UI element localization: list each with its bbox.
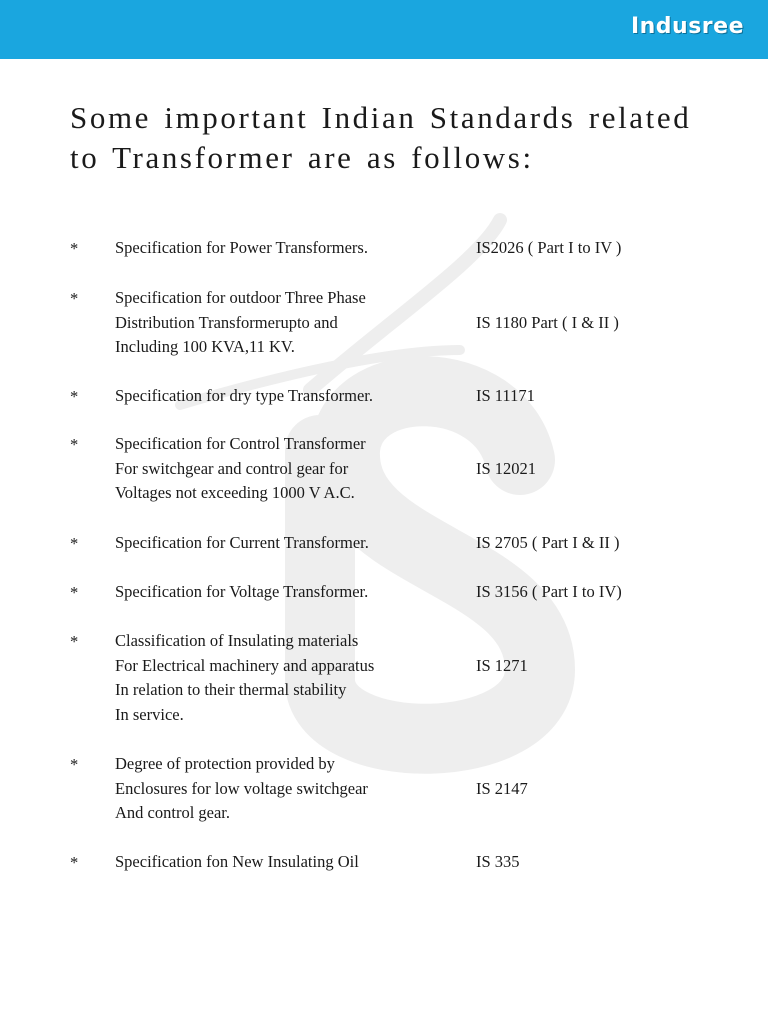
description-line: Specification for Power Transformers. bbox=[115, 238, 368, 257]
description-line: Enclosures for low voltage switchgear bbox=[115, 778, 368, 798]
standard-description bbox=[115, 850, 455, 875]
page-title: Some important Indian Standards related to Transformer are as follows: bbox=[70, 100, 692, 175]
description-line: And control gear. bbox=[115, 803, 231, 822]
description-line: Voltages not exceeding 1000 V A.C. bbox=[115, 483, 355, 502]
standard-description bbox=[115, 752, 455, 826]
standard-code: IS 1180 Part ( I & II ) bbox=[476, 312, 619, 332]
standard-code: IS 335 bbox=[476, 852, 520, 871]
standard-code: IS 3156 ( Part I to IV) bbox=[476, 582, 622, 601]
header-bar bbox=[0, 0, 768, 59]
standard-description bbox=[115, 236, 455, 261]
description-line: Specification for outdoor Three Phase bbox=[115, 288, 366, 307]
description-line: Specification for dry type Transformer. bbox=[115, 386, 373, 405]
description-line: Degree of protection provided by bbox=[115, 754, 335, 773]
bullet-marker: * bbox=[70, 435, 79, 454]
bullet-marker: * bbox=[70, 755, 79, 774]
standard-code: IS 11171 bbox=[476, 386, 535, 405]
bullet-marker: * bbox=[70, 583, 79, 602]
standard-code: IS 2147 bbox=[476, 778, 528, 798]
description-line: For switchgear and control gear for bbox=[115, 458, 349, 478]
description-line: Distribution Transformerupto and bbox=[115, 312, 338, 332]
standard-description bbox=[115, 384, 455, 409]
bullet-marker: * bbox=[70, 632, 79, 651]
standard-description bbox=[115, 629, 455, 727]
standard-description bbox=[115, 580, 455, 605]
bullet-marker: * bbox=[70, 289, 79, 308]
description-line: Including 100 KVA,11 KV. bbox=[115, 337, 295, 356]
standard-code: IS2026 ( Part I to IV ) bbox=[476, 238, 622, 257]
description-line: In service. bbox=[115, 704, 184, 724]
bullet-marker: * bbox=[70, 534, 79, 553]
standard-code: IS 2705 ( Part I & II ) bbox=[476, 533, 620, 552]
standard-code: IS 1271 bbox=[476, 655, 528, 675]
description-line: In relation to their thermal stability bbox=[115, 680, 347, 699]
standard-description bbox=[115, 432, 455, 506]
bullet-marker: * bbox=[70, 239, 79, 258]
description-line: Specification for Voltage Transformer. bbox=[115, 582, 369, 601]
brand-logo: Indusree bbox=[630, 14, 744, 39]
standard-description bbox=[115, 531, 455, 556]
description-line: Classification of Insulating materials bbox=[115, 631, 359, 650]
description-line: Specification for Control Transformer bbox=[115, 434, 366, 453]
description-line: Specification for Current Transformer. bbox=[115, 533, 369, 552]
standard-code: IS 12021 bbox=[476, 458, 537, 478]
bullet-marker: * bbox=[70, 387, 79, 406]
description-line: Specification fon New Insulating Oil bbox=[115, 852, 359, 871]
description-line: For Electrical machinery and apparatus bbox=[115, 655, 375, 675]
standard-description bbox=[115, 286, 455, 360]
bullet-marker: * bbox=[70, 853, 79, 872]
